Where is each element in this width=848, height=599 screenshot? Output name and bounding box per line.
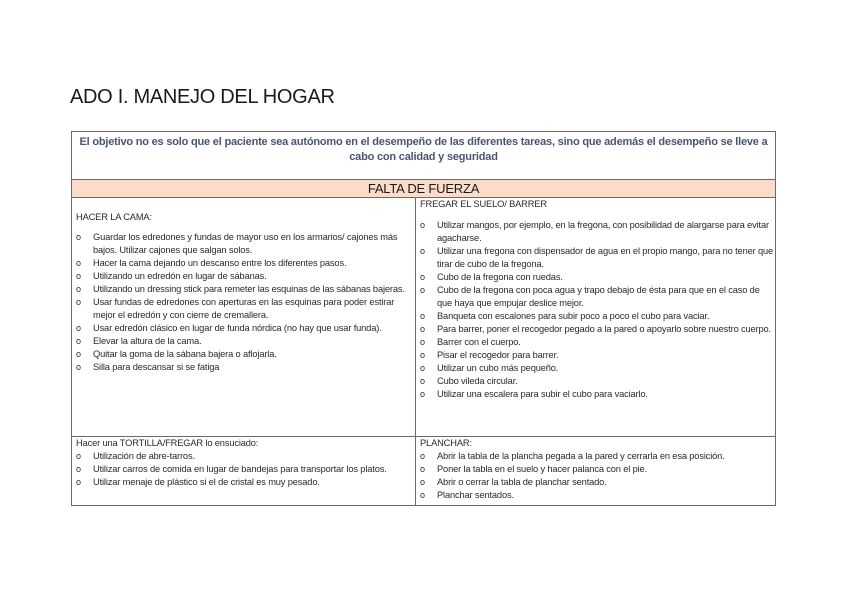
hacer-cama-cell [72, 198, 416, 437]
list-item: o Hacer la cama dejando un descanso entre los diferentes pasos. [72, 257, 415, 270]
tortilla-title: Hacer una TORTILLA/FREGAR lo ensuciado: [76, 438, 259, 448]
list-item: o Quitar la goma de la sábana bajera o aflojarla. [72, 348, 415, 361]
list-item: o Banqueta con escalones para subir poco a poco el cubo para vaciar. [416, 310, 775, 323]
fregar-cell [416, 198, 776, 437]
list-item: o Planchar sentados. [416, 489, 775, 502]
list-item: o Utilizar mangos, por ejemplo, en la fregona, con posibilidad de alargarse para evitar agacharse. [416, 219, 775, 245]
list-item: o Utilizar una fregona con dispensador de agua en el propio mango, para no tener que tirar de cubo de la fregona. [416, 245, 775, 271]
list-item: o Cubo de la fregona con ruedas. [416, 271, 775, 284]
list-item: o Utilizar carros de comida en lugar de bandejas para transportar los platos. [72, 463, 415, 476]
list-item: o Utilizar una escalera para subir el cubo para vaciarlo. [416, 388, 775, 401]
list-item: o Usar fundas de edredones con aperturas en las esquinas para poder estirar mejor el edredón y con cierre de cremallera. [72, 296, 415, 322]
list-item: o Poner la tabla en el suelo y hacer palanca con el pie. [416, 463, 775, 476]
falta-de-fuerza-table [71, 131, 776, 506]
planchar-cell [416, 437, 776, 506]
list-item: o Cubo vileda circular. [416, 375, 775, 388]
list-item: o Para barrer, poner el recogedor pegado a la pared o apoyarlo sobre nuestro cuerpo. [416, 323, 775, 336]
tortilla-cell [72, 437, 416, 506]
list-item: o Barrer con el cuerpo. [416, 336, 775, 349]
list-item: o Utilizando un edredón en lugar de sábanas. [72, 270, 415, 283]
objective-text: El objetivo no es solo que el paciente sea autónomo en el desempeño de las diferentes tareas, sino que además el desempeño se lleve a cabo con calidad y seguridad [79, 136, 768, 163]
hacer-cama-title: HACER LA CAMA: [76, 212, 152, 222]
list-item: o Abrir la tabla de la plancha pegada a la pared y cerrarla en esa posición. [416, 450, 775, 463]
section-title: FALTA DE FUERZA [72, 180, 776, 198]
list-item: o Cubo de la fregona con poca agua y trapo debajo de ésta para que en el caso de que haya que empujar deslice mejor. [416, 284, 775, 310]
tortilla-list [72, 450, 415, 489]
list-item: o Utilizar un cubo más pequeño. [416, 362, 775, 375]
list-item: o Abrir o cerrar la tabla de planchar sentado. [416, 476, 775, 489]
hacer-cama-list [72, 231, 415, 374]
list-item: o Guardar los edredones y fundas de mayor uso en los armarios/ cajones más bajos. Utilizar cajones que salgan solos. [72, 231, 415, 257]
list-item: o Utilizar menaje de plástico si el de cristal es muy pesado. [72, 476, 415, 489]
fregar-title: FREGAR EL SUELO/ BARRER [420, 199, 547, 209]
list-item: o Utilizando un dressing stick para remeter las esquinas de las sábanas bajeras. [72, 283, 415, 296]
list-item: o Usar edredón clásico en lugar de funda nórdica (no hay que usar funda). [72, 322, 415, 335]
list-item: o Elevar la altura de la cama. [72, 335, 415, 348]
planchar-title: PLANCHAR: [420, 438, 472, 448]
objective-cell [72, 132, 776, 180]
list-item: o Pisar el recogedor para barrer. [416, 349, 775, 362]
list-item: o Silla para descansar si se fatiga [72, 361, 415, 374]
page-heading: ADO I. MANEJO DEL HOGAR [70, 86, 335, 108]
fregar-list [416, 219, 775, 401]
planchar-list [416, 450, 775, 502]
list-item: o Utilización de abre-tarros. [72, 450, 415, 463]
